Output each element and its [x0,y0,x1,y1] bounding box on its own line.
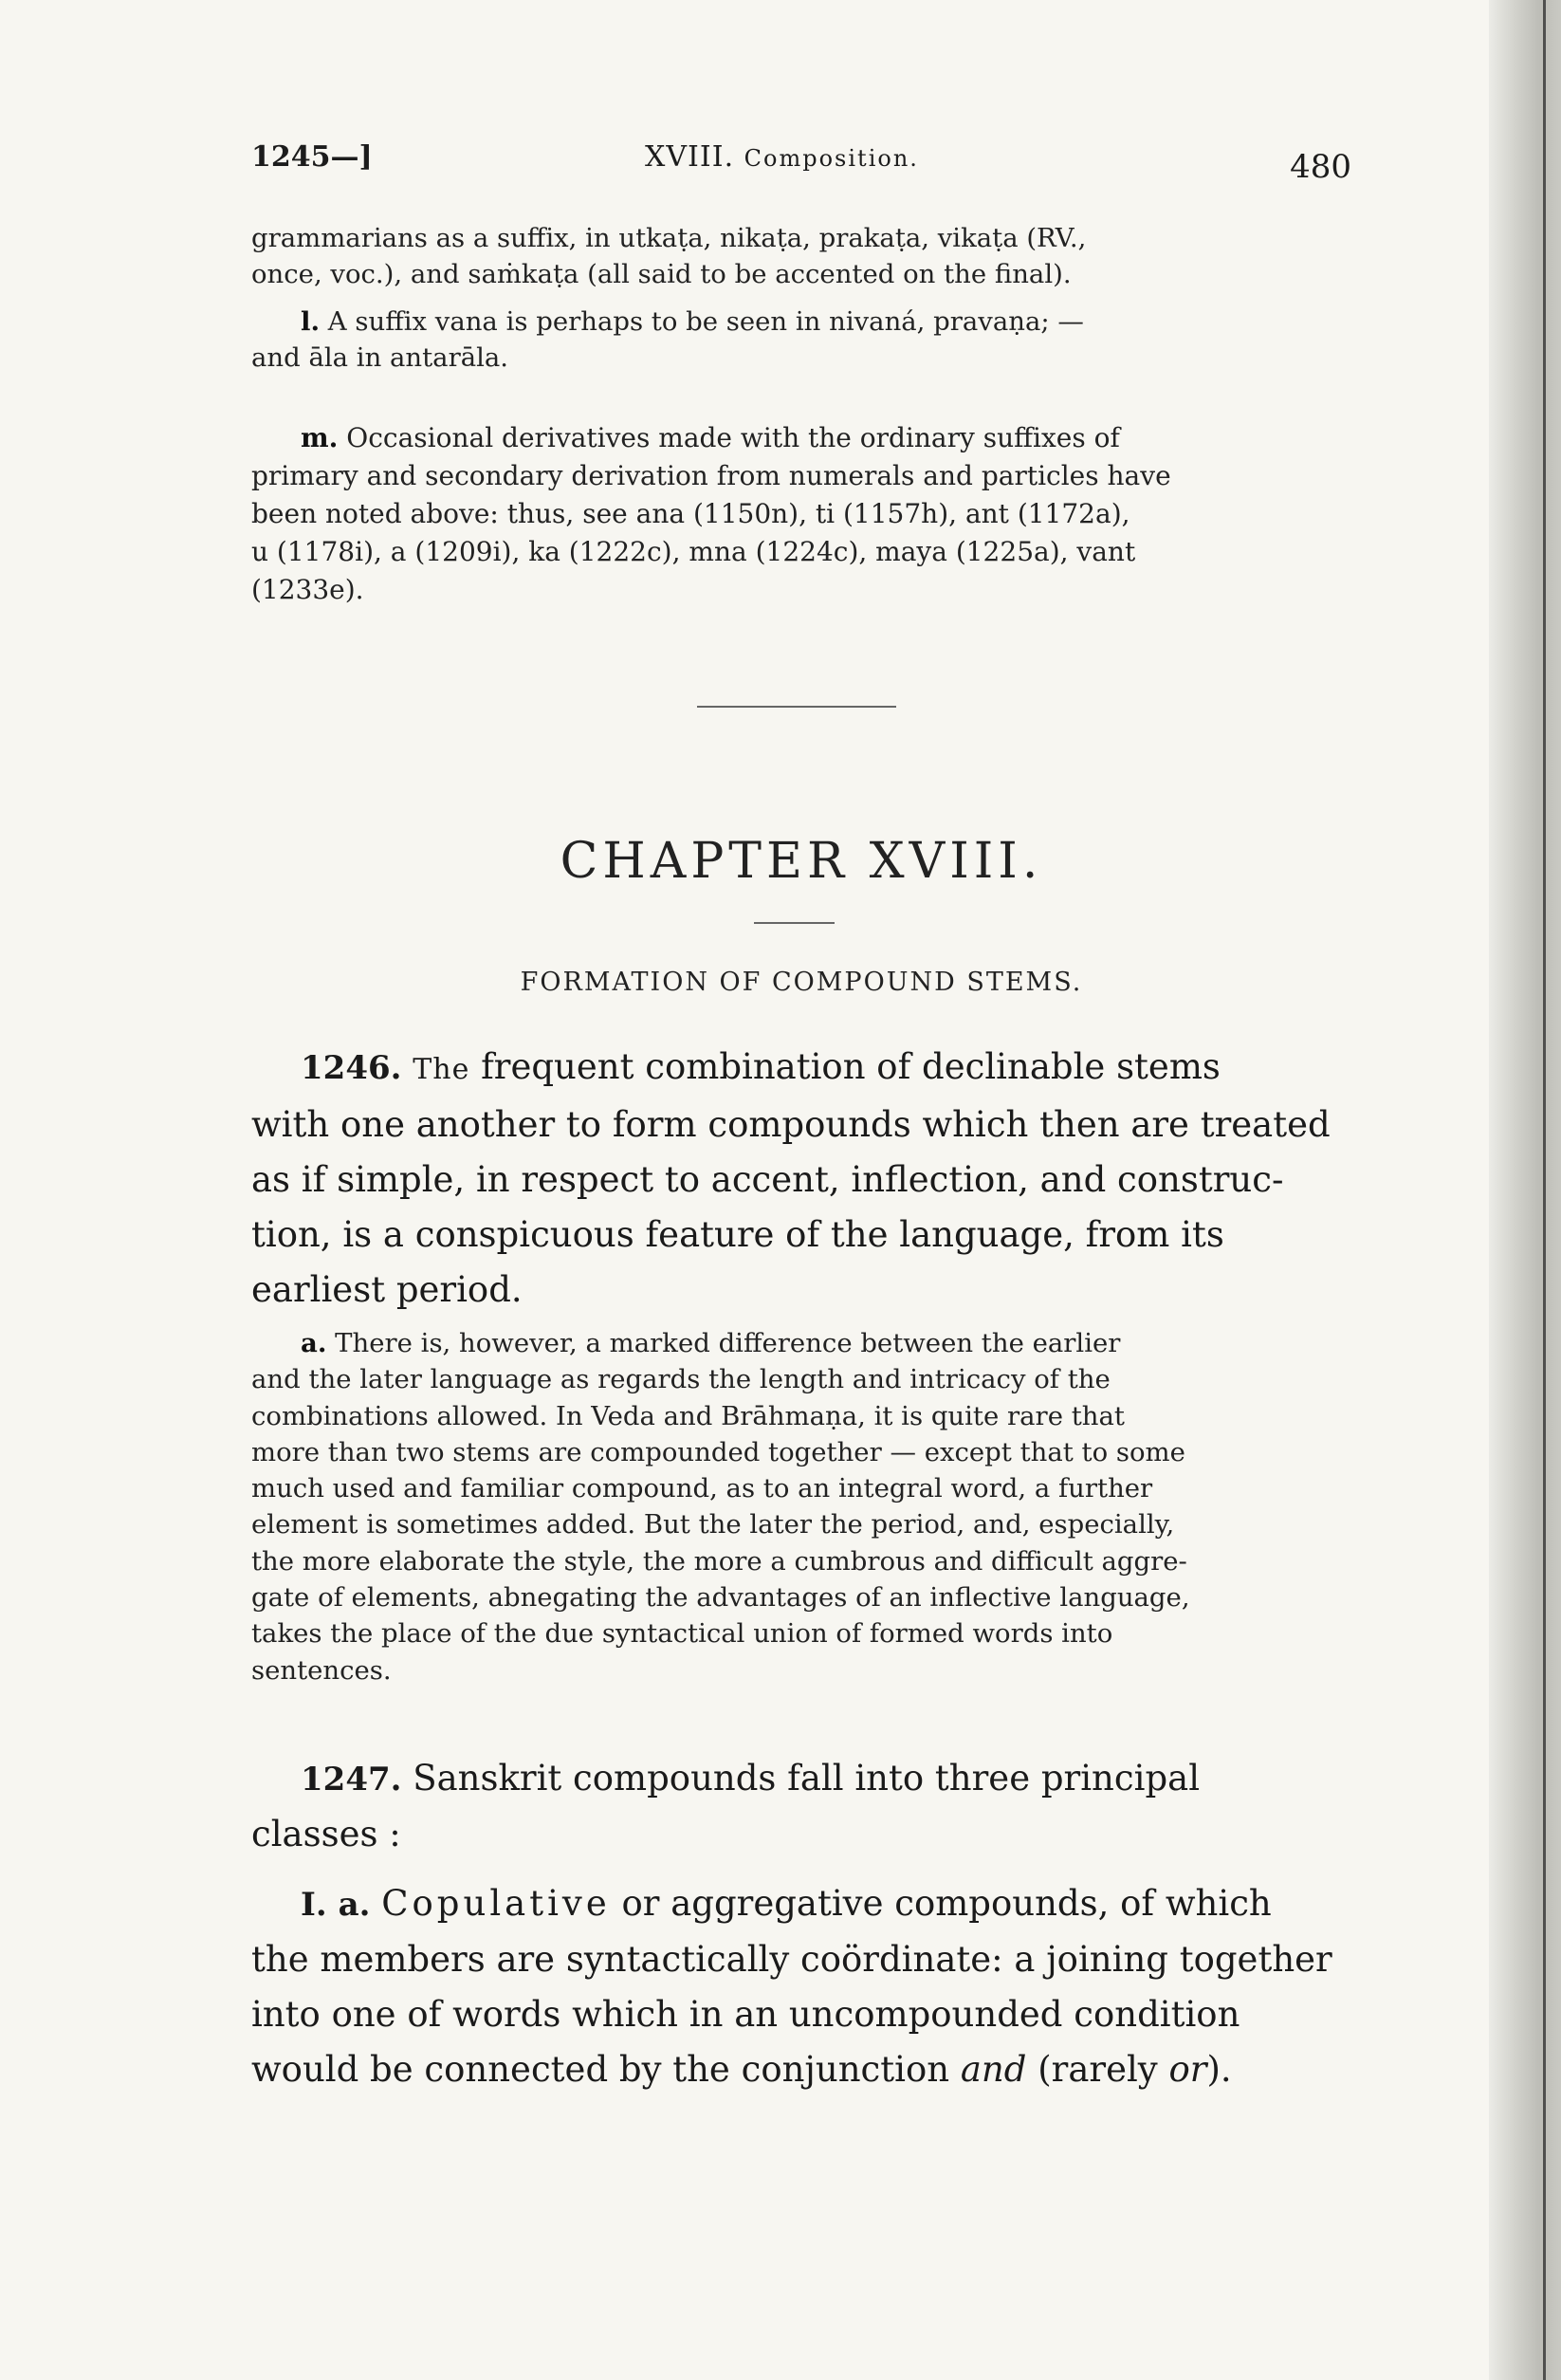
text-line: u (1178i), a (1209i), ka (1222c), mna (1224c), maya (1225a), vant [251,536,1136,567]
text-line: earliest period. [251,1269,523,1310]
text-line: takes the place of the due syntactical union of formed words into [251,1618,1113,1650]
paragraph-marker: a. [301,1328,327,1358]
text-line: the members are syntactically coördinate: a joining together [251,1939,1332,1980]
text-line: m. Occasional derivatives made with the ordinary suffixes of [301,422,1120,453]
section-divider [697,706,896,708]
book-spine-line [1543,0,1546,2380]
text-line: I. a. Copulative or aggregative compounds, of which [301,1883,1272,1924]
text-line: combinations allowed. In Veda and Brāhmaṇa, it is quite rare that [251,1400,1125,1431]
text-line: been noted above: thus, see ana (1150n), ti (1157h), ant (1172a), [251,498,1130,529]
text-line: much used and familiar compound, as to an integral word, a further [251,1473,1153,1504]
class-marker: I. a. [301,1886,371,1924]
text-line: a. There is, however, a marked difference between the earlier [301,1328,1121,1358]
text-line: primary and secondary derivation from numerals and particles have [251,460,1171,491]
text-line: and the later language as regards the length and intricacy of the [251,1364,1111,1395]
paragraph-marker: l. [301,306,321,337]
chapter-subtitle: FORMATION OF COMPOUND STEMS. [520,968,1083,997]
running-head [251,140,1351,188]
section-reference: 1245—] [251,140,373,174]
italic-or: or [1168,2049,1207,2090]
text-line: 1247. Sanskrit compounds fall into three principal [301,1758,1201,1799]
text-line: 1246. The frequent combination of declinable stems [301,1046,1221,1087]
text-line: and āla in antarāla. [251,342,509,373]
chapter-roman: XVIII. [645,140,735,174]
title-rule [754,922,835,924]
text-line: into one of words which in an uncompounded condition [251,1994,1240,2035]
chapter-title: CHAPTER XVIII. [560,833,1043,890]
chapter-heading [645,140,919,174]
section-number: 1247. [301,1761,402,1799]
text-line: classes : [251,1814,401,1854]
section-1246 [251,1040,1351,1318]
section-1247 [251,1751,1351,1862]
paragraph-l [251,304,1351,376]
text-line: once, voc.), and saṁkaṭa (all said to be accented on the final). [251,259,1072,289]
paragraph-k-continuation [251,220,1351,292]
text-line: sentences. [251,1654,392,1686]
text-line: would be connected by the conjunction and (rarely or). [251,2049,1232,2090]
section-I-a [251,1876,1351,2097]
page-edge-shadow [1489,0,1561,2380]
text-line: element is sometimes added. But the later the period, and, especially, [251,1509,1175,1541]
class-term: Copulative [381,1883,611,1924]
text-line: (1233e). [251,574,364,605]
paragraph-m [251,419,1351,609]
page-number: 480 [1290,148,1351,186]
section-number: 1246. [301,1049,402,1087]
text-line: tion, is a conspicuous feature of the language, from its [251,1214,1224,1255]
text-line: as if simple, in respect to accent, inflection, and construc- [251,1159,1284,1200]
text-line: with one another to form compounds which then are treated [251,1104,1331,1145]
text-line: l. A suffix vana is perhaps to be seen in nivaná, pravaṇa; — [301,306,1084,337]
paragraph-1246a [251,1325,1351,1688]
paragraph-marker: m. [301,422,339,453]
text-line: gate of elements, abnegating the advantages of an inflective language, [251,1582,1190,1614]
text-line: the more elaborate the style, the more a cumbrous and difficult aggre- [251,1545,1187,1577]
text-line: grammarians as a suffix, in utkaṭa, nikaṭa, prakaṭa, vikaṭa (RV., [251,223,1087,253]
chapter-name: Composition. [744,145,919,172]
text-line: more than two stems are compounded together — except that to some [251,1436,1185,1467]
italic-and: and [960,2049,1027,2090]
